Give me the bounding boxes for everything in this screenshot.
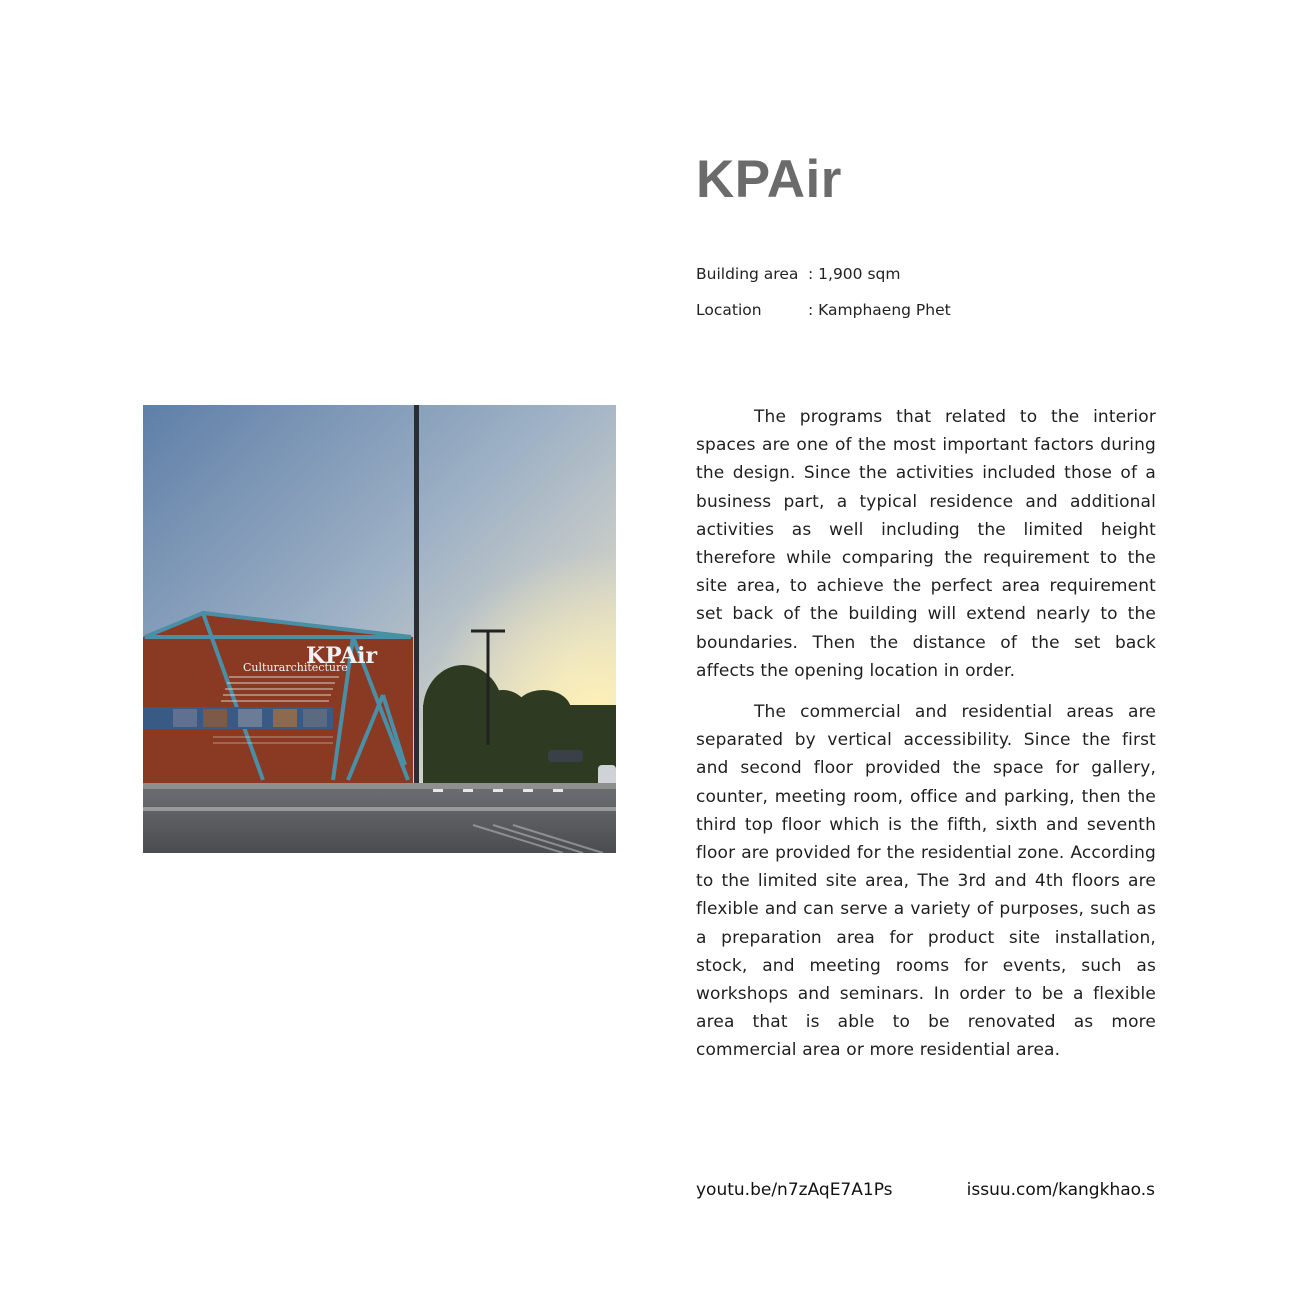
building-photo: [143, 405, 616, 853]
sign-title: KPAir: [306, 643, 378, 669]
sign-subtitle: Culturarchitecture: [243, 661, 348, 674]
photo-strip: [143, 707, 333, 729]
road: [143, 785, 616, 853]
paragraph-programs: The programs that related to the interior spaces are one of the most important factors during the design. Since the activities included those of a business part, a typical residence and additional activities as well including the limited height therefore while comparing the requirement to the site area, to achieve the perfect area requirement set back of the building will extend nearly to the boundaries. Then the distance of the set back affects the opening location in order.: [696, 407, 1156, 681]
description: [696, 403, 1156, 1078]
building-area-label: Building area: [696, 265, 799, 283]
location-row: [696, 300, 951, 320]
location-value: : Kamphaeng Phet: [808, 301, 951, 319]
issuu-link[interactable]: issuu.com/kangkhao.s: [966, 1180, 1155, 1200]
project-title: KPAir: [696, 150, 842, 209]
youtube-link[interactable]: youtu.be/n7zAqE7A1Ps: [696, 1180, 893, 1200]
paragraph-zoning: The commercial and residential areas are separated by vertical accessibility. Since the first and second floor provided the space for gallery, counter, meeting room, office and parking, then the third top floor which is the fifth, sixth and seventh floor are provided for the residential zone. According to the limited site area, The 3rd and 4th floors are flexible and can serve a variety of purposes, such as a preparation area for product site installation, stock, and meeting rooms for events, such as workshops and seminars. In order to be a flexible area that is able to be renovated as more commercial area or more residential area.: [696, 702, 1156, 1061]
car: [548, 750, 583, 762]
building-area-value: : 1,900 sqm: [808, 265, 901, 283]
location-label: Location: [696, 301, 762, 319]
light-pole: [414, 405, 419, 800]
building-area-row: [696, 264, 900, 284]
